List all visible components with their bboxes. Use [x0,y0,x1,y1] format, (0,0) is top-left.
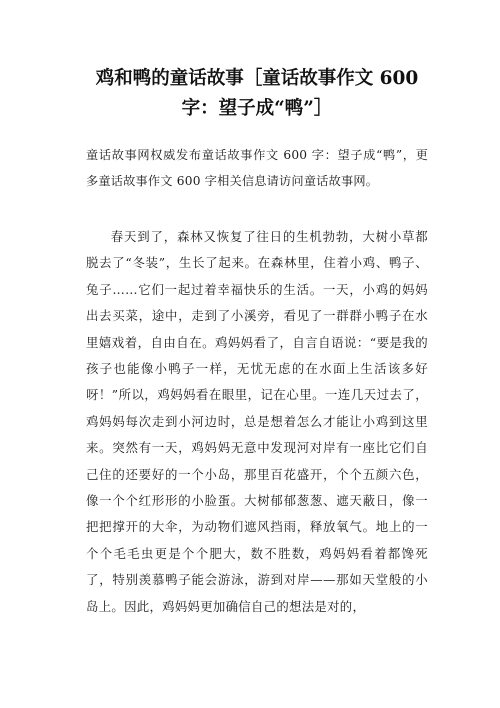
intro-paragraph: 童话故事网权威发布童话故事作文 600 字：望子成“鸭”，更多童话故事作文 600 字相关信息请访问童话故事网。 [86,148,428,188]
document-title: 鸡和鸭的童话故事［童话故事作文 600 字：望子成“鸭”］ [95,68,419,119]
story-paragraph: 春天到了，森林又恢复了往日的生机勃勃，大树小草都脱去了“冬装”，生长了起来。在森林里，住着小鸡、鸭子、兔子……它们一起过着幸福快乐的生活。一天，小鸡的妈妈出去买菜，途中，走到了小溪旁，看见了一群群小鸭子在水里嬉戏着，自由自在。鸡妈妈看了，自言自语说：“要是我的孩子也能像小鸭子一样，无忧无虑的在水面上生活该多好呀！”所以，鸡妈妈看在眼里，记在心里。一连几天过去了，鸡妈妈每次走到小河边时，总是想着怎么才能让小鸡到这里来。突然有一天，鸡妈妈无意中发现河对岸有一座比它们自己住的还要好的一个小岛，那里百花盛开，个个五颜六色，像一个个红形形的小脸蛋。大树郁郁葱葱、遮天蔽日，像一把把撑开的大伞，为动物们遮风挡雨，释放氧气。地上的一个个毛毛虫更是个个肥大，数不胜数，鸡妈妈看着都馋死了，特别羡慕鸭子能会游泳，游到对岸——那如天堂般的小岛上。因此，鸡妈妈更加确信自己的想法是对的， [86,229,428,614]
